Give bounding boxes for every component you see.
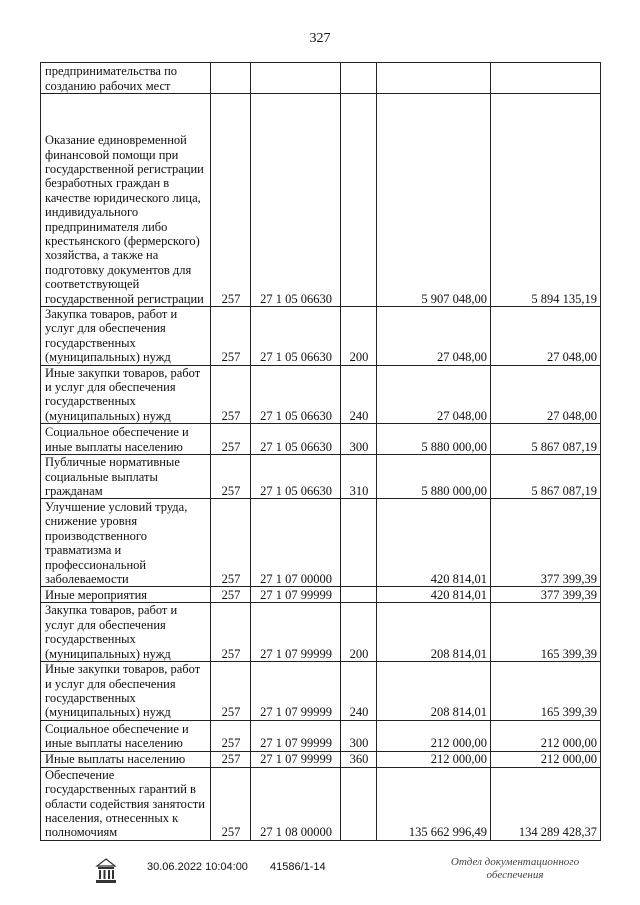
row-name: Иные закупки товаров, работ и услуг для обеспечения государственных (муниципальных) нужд	[41, 662, 211, 721]
row-vr: 240	[341, 662, 377, 721]
row-plan: 208 814,01	[377, 662, 491, 721]
row-csr	[251, 63, 341, 94]
row-vr	[341, 587, 377, 603]
table-row	[41, 307, 601, 366]
row-fact: 27 048,00	[491, 365, 601, 424]
row-name: Обеспечение государственных гарантий в области содействия занятости населения, отнесенных к полномочиям	[41, 767, 211, 840]
row-plan: 212 000,00	[377, 751, 491, 767]
footer-datetime: 30.06.2022 10:04:00	[147, 861, 248, 873]
table-row	[41, 662, 601, 721]
row-grbs: 257	[211, 307, 251, 366]
row-grbs: 257	[211, 662, 251, 721]
row-fact	[491, 63, 601, 94]
row-name: Иные закупки товаров, работ и услуг для обеспечения государственных (муниципальных) нужд	[41, 365, 211, 424]
row-plan: 5 880 000,00	[377, 455, 491, 499]
row-name: Иные выплаты населению	[41, 751, 211, 767]
row-vr: 360	[341, 751, 377, 767]
row-grbs: 257	[211, 751, 251, 767]
row-csr: 27 1 07 99999	[251, 662, 341, 721]
row-vr: 300	[341, 424, 377, 455]
row-plan: 420 814,01	[377, 587, 491, 603]
budget-table	[40, 62, 601, 841]
row-grbs: 257	[211, 424, 251, 455]
table-row	[41, 587, 601, 603]
table-row	[41, 365, 601, 424]
row-fact: 165 399,39	[491, 603, 601, 662]
row-plan	[377, 63, 491, 94]
table-row	[41, 424, 601, 455]
row-name: Закупка товаров, работ и услуг для обеспечения государственных (муниципальных) нужд	[41, 603, 211, 662]
row-fact: 212 000,00	[491, 720, 601, 751]
row-vr: 300	[341, 720, 377, 751]
row-csr: 27 1 07 99999	[251, 587, 341, 603]
row-fact: 5 867 087,19	[491, 424, 601, 455]
row-csr: 27 1 05 06630	[251, 94, 341, 307]
row-plan: 5 907 048,00	[377, 94, 491, 307]
row-vr	[341, 767, 377, 840]
row-name: Закупка товаров, работ и услуг для обеспечения государственных (муниципальных) нужд	[41, 307, 211, 366]
row-csr: 27 1 07 00000	[251, 499, 341, 587]
row-fact: 377 399,39	[491, 587, 601, 603]
row-plan: 27 048,00	[377, 307, 491, 366]
row-grbs: 257	[211, 720, 251, 751]
footer-doc-number: 41586/1-14	[270, 861, 326, 873]
row-csr: 27 1 05 06630	[251, 307, 341, 366]
row-grbs: 257	[211, 767, 251, 840]
row-plan: 135 662 996,49	[377, 767, 491, 840]
row-csr: 27 1 05 06630	[251, 424, 341, 455]
row-grbs: 257	[211, 365, 251, 424]
row-grbs	[211, 63, 251, 94]
row-name: Социальное обеспечение и иные выплаты населению	[41, 424, 211, 455]
row-grbs: 257	[211, 603, 251, 662]
footer-department: Отдел документационного обеспечения	[450, 856, 580, 881]
row-name: предпринимательства по созданию рабочих мест	[41, 63, 211, 94]
row-fact: 165 399,39	[491, 662, 601, 721]
row-name: Социальное обеспечение и иные выплаты населению	[41, 720, 211, 751]
table-row	[41, 720, 601, 751]
row-fact: 212 000,00	[491, 751, 601, 767]
row-csr: 27 1 05 06630	[251, 455, 341, 499]
row-vr: 240	[341, 365, 377, 424]
row-fact: 377 399,39	[491, 499, 601, 587]
row-fact: 134 289 428,37	[491, 767, 601, 840]
row-plan: 420 814,01	[377, 499, 491, 587]
building-emblem-icon	[93, 857, 119, 885]
row-grbs: 257	[211, 587, 251, 603]
row-csr: 27 1 08 00000	[251, 767, 341, 840]
table-row	[41, 767, 601, 840]
row-grbs: 257	[211, 455, 251, 499]
table-row	[41, 499, 601, 587]
row-vr	[341, 94, 377, 307]
row-plan: 208 814,01	[377, 603, 491, 662]
row-name: Оказание единовременной финансовой помощи при государственной регистрации безработных граждан в качестве юридического лица, индивидуального предпринимателя либо крестьянского (фермерского) хозяйства, а также на подготовку документов для соответствующей государственной регистрации	[41, 94, 211, 307]
row-vr: 200	[341, 307, 377, 366]
row-fact: 27 048,00	[491, 307, 601, 366]
row-plan: 27 048,00	[377, 365, 491, 424]
row-fact: 5 867 087,19	[491, 455, 601, 499]
row-vr	[341, 63, 377, 94]
row-csr: 27 1 07 99999	[251, 603, 341, 662]
budget-table-body	[41, 63, 601, 841]
row-vr	[341, 499, 377, 587]
row-name: Улучшение условий труда, снижение уровня производственного травматизма и профессиональной заболеваемости	[41, 499, 211, 587]
row-vr: 200	[341, 603, 377, 662]
row-grbs: 257	[211, 94, 251, 307]
row-name: Публичные нормативные социальные выплаты гражданам	[41, 455, 211, 499]
row-plan: 212 000,00	[377, 720, 491, 751]
row-grbs: 257	[211, 499, 251, 587]
page-number: 327	[309, 31, 331, 46]
row-csr: 27 1 07 99999	[251, 751, 341, 767]
row-name: Иные мероприятия	[41, 587, 211, 603]
row-fact: 5 894 135,19	[491, 94, 601, 307]
row-plan: 5 880 000,00	[377, 424, 491, 455]
table-row	[41, 603, 601, 662]
row-csr: 27 1 05 06630	[251, 365, 341, 424]
table-row	[41, 94, 601, 307]
table-row	[41, 455, 601, 499]
table-row	[41, 751, 601, 767]
row-csr: 27 1 07 99999	[251, 720, 341, 751]
table-row	[41, 63, 601, 94]
row-vr: 310	[341, 455, 377, 499]
